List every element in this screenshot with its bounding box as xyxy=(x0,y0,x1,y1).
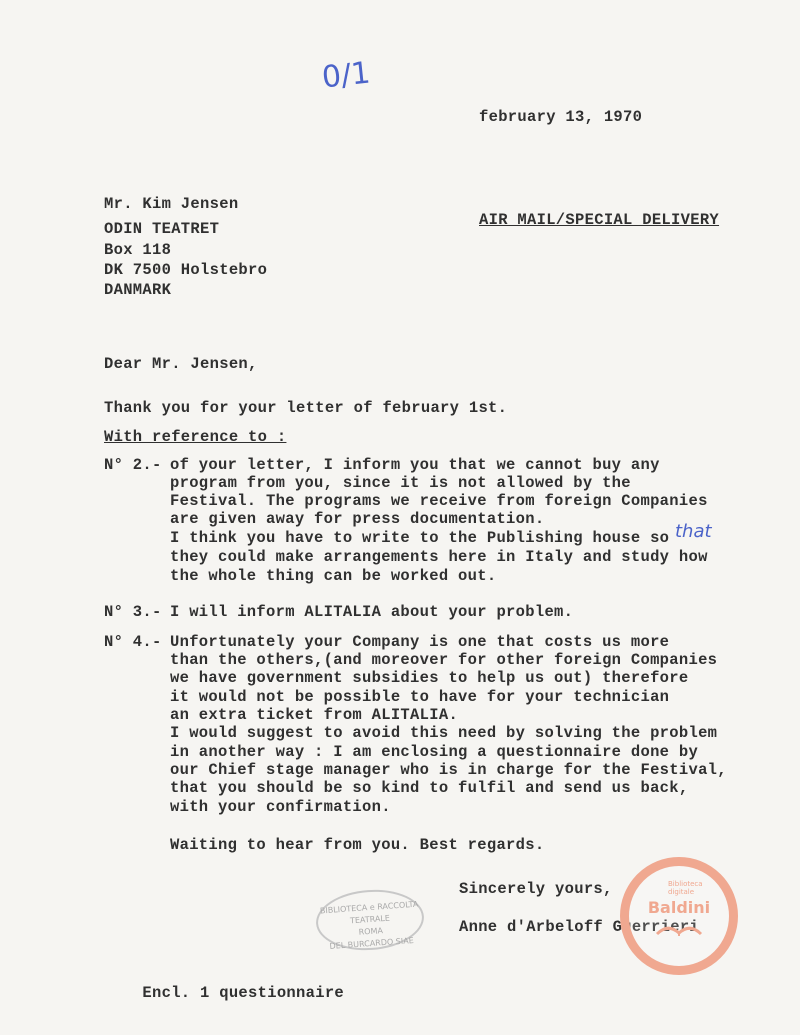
library-stamp xyxy=(314,886,426,953)
item-2-line: the whole thing can be worked out. xyxy=(170,567,497,585)
item-3-line: I will inform ALITALIA about your problem. xyxy=(170,603,574,621)
item-4-line: Unfortunately your Company is one that costs us more xyxy=(170,633,670,651)
item-4-label: N° 4.- xyxy=(104,633,162,651)
thanks-line: Thank you for your letter of february 1st. xyxy=(104,399,508,417)
delivery-method: AIR MAIL/SPECIAL DELIVERY xyxy=(479,211,720,229)
item-4-line: I would suggest to avoid this need by solving the problem xyxy=(170,724,718,742)
item-2-line: I think you have to write to the Publishing house so xyxy=(170,529,670,547)
signature: Anne d'Arbeloff Guerrieri xyxy=(459,918,700,936)
baldini-watermark xyxy=(646,880,712,950)
item-2-line: of your letter, I inform you that we cannot buy any xyxy=(170,456,660,474)
handwritten-insert: that xyxy=(675,521,712,542)
letter-date: february 13, 1970 xyxy=(479,108,643,126)
item-4-line: an extra ticket from ALITALIA. xyxy=(170,706,459,724)
item-4-line: with your confirmation. xyxy=(170,798,391,816)
item-4-line: than the others,(and moreover for other foreign Companies xyxy=(170,651,718,669)
signoff: Sincerely yours, xyxy=(459,880,613,898)
book-icon xyxy=(654,919,704,937)
item-2-line: they could make arrangements here in Italy and study how xyxy=(170,548,708,566)
watermark-small-text: Biblioteca digitale xyxy=(668,880,703,896)
item-2-line: Festival. The programs we receive from foreign Companies xyxy=(170,492,708,510)
stamp-line: BIBLIOTECA e RACCOLTA TEATRALE xyxy=(319,899,419,926)
item-2-line: program from you, since it is not allowed by the xyxy=(170,474,631,492)
recipient-line4: DANMARK xyxy=(104,281,172,299)
stamp-line: ROMA xyxy=(358,926,384,937)
item-4-line: that you should be so kind to fulfil and send us back, xyxy=(170,779,689,797)
item-2-label: N° 2.- xyxy=(104,456,162,474)
item-4-line: our Chief stage manager who is in charge for the Festival, xyxy=(170,761,727,779)
watermark-name: Baldini xyxy=(647,898,711,917)
reference-heading: With reference to : xyxy=(104,428,287,446)
enclosure-line xyxy=(104,966,344,1020)
handwritten-mark: 0/1 xyxy=(320,55,372,96)
salutation: Dear Mr. Jensen, xyxy=(104,355,258,373)
item-4-line: in another way : I am enclosing a questionnaire done by xyxy=(170,743,699,761)
recipient-line3: DK 7500 Holstebro xyxy=(104,261,268,279)
recipient-name: Mr. Kim Jensen xyxy=(104,195,239,213)
item-3-label: N° 3.- xyxy=(104,603,162,621)
item-4-line: we have government subsidies to help us out) therefore xyxy=(170,669,689,687)
recipient-line1: ODIN TEATRET xyxy=(104,220,220,238)
enclosure-text: Encl. 1 questionnaire xyxy=(142,984,345,1002)
closing-line: Waiting to hear from you. Best regards. xyxy=(170,836,545,854)
recipient-line2: Box 118 xyxy=(104,241,172,259)
item-2-line: are given away for press documentation. xyxy=(170,510,545,528)
item-4-line: it would not be possible to have for your technician xyxy=(170,688,670,706)
stamp-line: DEL BURCARDO SIAE xyxy=(329,936,415,951)
